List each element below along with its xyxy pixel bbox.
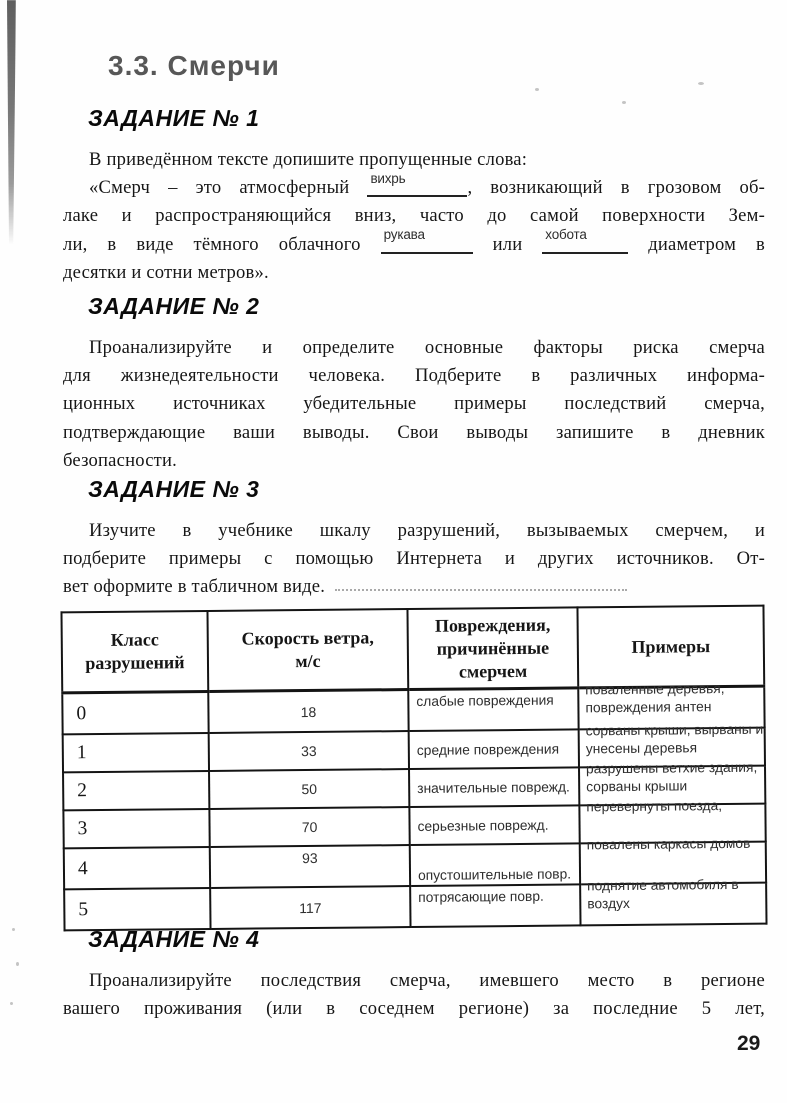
examples-text xyxy=(586,721,764,758)
text-run: ционных источниках убедительные примеры последствий смерча, xyxy=(63,393,765,415)
text-run: диаметром в xyxy=(648,233,766,255)
damage-cell: значительные поврежд. xyxy=(409,767,579,807)
task-3-line-1 xyxy=(63,517,765,545)
scan-speck xyxy=(12,928,15,931)
class-cell: 2 xyxy=(63,771,209,810)
task-2-heading: ЗАДАНИЕ № 2 xyxy=(88,293,260,319)
damage-cell: слабые повреждения xyxy=(408,688,578,731)
answer-1: вихрь xyxy=(370,171,406,186)
task-1-line-5 xyxy=(63,259,765,287)
task-2 xyxy=(63,291,765,475)
class-cell: 1 xyxy=(63,733,209,772)
fill-in-blank-1[interactable] xyxy=(367,171,467,197)
examples-text xyxy=(587,835,765,854)
text-run: «Смерч – это атмосферный xyxy=(89,177,350,199)
text-run: Изучите в учебнике шкалу разрушений, вызываемых смерчем, и xyxy=(89,520,765,541)
task-4-text xyxy=(63,967,765,1023)
examples-text xyxy=(587,876,765,913)
table-header-col-1: Класс разрушений xyxy=(61,611,208,693)
scan-speck xyxy=(10,1002,13,1005)
destruction-scale-table xyxy=(60,605,767,932)
class-cell: 5 xyxy=(64,888,210,930)
page-number: 29 xyxy=(737,1032,761,1055)
task-3-text xyxy=(63,517,765,602)
destruction-scale-table-wrap xyxy=(60,605,767,932)
fill-in-blank-2[interactable] xyxy=(381,227,473,254)
table-header-col-4: Примеры xyxy=(577,606,764,688)
text-run: , возникающий в грозовом об- xyxy=(467,177,766,199)
task-4-line-2 xyxy=(63,995,765,1023)
task-3-heading: ЗАДАНИЕ № 3 xyxy=(88,476,260,502)
scan-speck xyxy=(535,88,539,91)
text-run: подберите примеры с помощью Интернета и других источников. От- xyxy=(63,548,765,570)
example-line: поднятие автомобиля в xyxy=(587,876,739,894)
speed-cell: 117 xyxy=(210,886,410,929)
examples-text xyxy=(586,759,764,796)
example-line: разрушены ветхие здания, xyxy=(585,759,758,777)
table-header-col-3: Повреждения, причинённые смерчем xyxy=(407,607,578,689)
example-line: сорваны крыши, вырваны и xyxy=(585,721,764,739)
task-1-line-2 xyxy=(63,171,766,202)
example-line: повалены каркасы домов xyxy=(586,835,751,853)
text-run: В приведённом тексте допишите пропущенные слова: xyxy=(89,149,528,170)
example-line: повреждения антен xyxy=(585,698,712,715)
task-2-line-5 xyxy=(63,447,765,475)
task-4-line-1 xyxy=(63,967,765,995)
text-run: безопасности. xyxy=(63,449,177,471)
section-title: 3.3. Смерчи xyxy=(108,50,280,81)
task-2-line-1 xyxy=(63,334,765,362)
text-run: лаке и распространяющийся вниз, часто до самой поверхности Зем- xyxy=(63,205,765,227)
scan-speck xyxy=(16,962,19,966)
text-run: подтверждающие ваши выводы. Свои выводы запишите в дневник xyxy=(63,421,765,443)
text-run: вашего проживания (или в соседнем регионе) за последние 5 лет, xyxy=(63,998,765,1020)
speed-cell: 33 xyxy=(209,731,409,771)
damage-cell: серьезные поврежд. xyxy=(409,805,579,845)
answer-2: рукава xyxy=(383,227,425,243)
damage-cell: потрясающие повр. xyxy=(410,884,580,927)
text-run: Проанализируйте последствия смерча, имевшего место в регионе xyxy=(89,970,765,991)
text-run: Проанализируйте и определите основные факторы риска смерча xyxy=(89,337,765,358)
speed-cell: 50 xyxy=(209,769,409,809)
task-2-line-4 xyxy=(63,419,765,447)
task-1-heading: ЗАДАНИЕ № 1 xyxy=(88,105,260,131)
speed-cell: 93 xyxy=(210,845,410,888)
scan-speck xyxy=(698,82,704,85)
task-3-line-3 xyxy=(63,573,765,601)
example-line: унесены деревья xyxy=(585,739,698,756)
text-run: десятки и сотни метров». xyxy=(63,261,269,283)
task-1-intro-line xyxy=(63,146,765,174)
examples-cell xyxy=(580,876,766,926)
class-cell: 4 xyxy=(64,847,210,889)
task-1-line-4 xyxy=(63,227,766,259)
class-cell: 3 xyxy=(63,809,209,848)
task-4 xyxy=(63,924,765,1023)
table-header-col-2: Скорость ветра, м/с xyxy=(207,609,408,691)
examples-text xyxy=(586,797,764,816)
faint-dotted-line xyxy=(335,585,627,591)
example-line: сорваны крыши xyxy=(586,777,688,794)
fill-in-blank-3[interactable] xyxy=(542,227,628,254)
answer-3: хобота xyxy=(545,227,587,243)
task-2-line-2 xyxy=(63,362,765,390)
text-run: вет оформите в табличном виде. xyxy=(63,576,326,598)
examples-text xyxy=(585,680,763,717)
text-run: или xyxy=(492,233,523,255)
task-3 xyxy=(63,474,765,602)
task-1 xyxy=(63,103,765,287)
binding-shadow xyxy=(6,0,16,245)
example-line: перевернуты поезда, xyxy=(586,798,723,815)
task-2-line-3 xyxy=(63,390,765,418)
text-run: ли, в виде тёмного облачного xyxy=(63,233,361,255)
speed-cell: 18 xyxy=(208,690,408,733)
task-2-text xyxy=(63,334,765,475)
speed-cell: 70 xyxy=(209,807,409,847)
example-line: воздух xyxy=(587,895,630,911)
text-run: для жизнедеятельности человека. Подберите в различных информа- xyxy=(63,365,765,387)
task-1-text xyxy=(63,146,765,287)
damage-cell: опустошительные повр. xyxy=(410,843,580,886)
example-line: поваленные деревья, xyxy=(585,681,725,698)
task-4-heading: ЗАДАНИЕ № 4 xyxy=(88,926,260,952)
task-3-line-2 xyxy=(63,545,765,573)
damage-cell: средние повреждения xyxy=(409,729,579,769)
class-cell: 0 xyxy=(62,691,208,734)
